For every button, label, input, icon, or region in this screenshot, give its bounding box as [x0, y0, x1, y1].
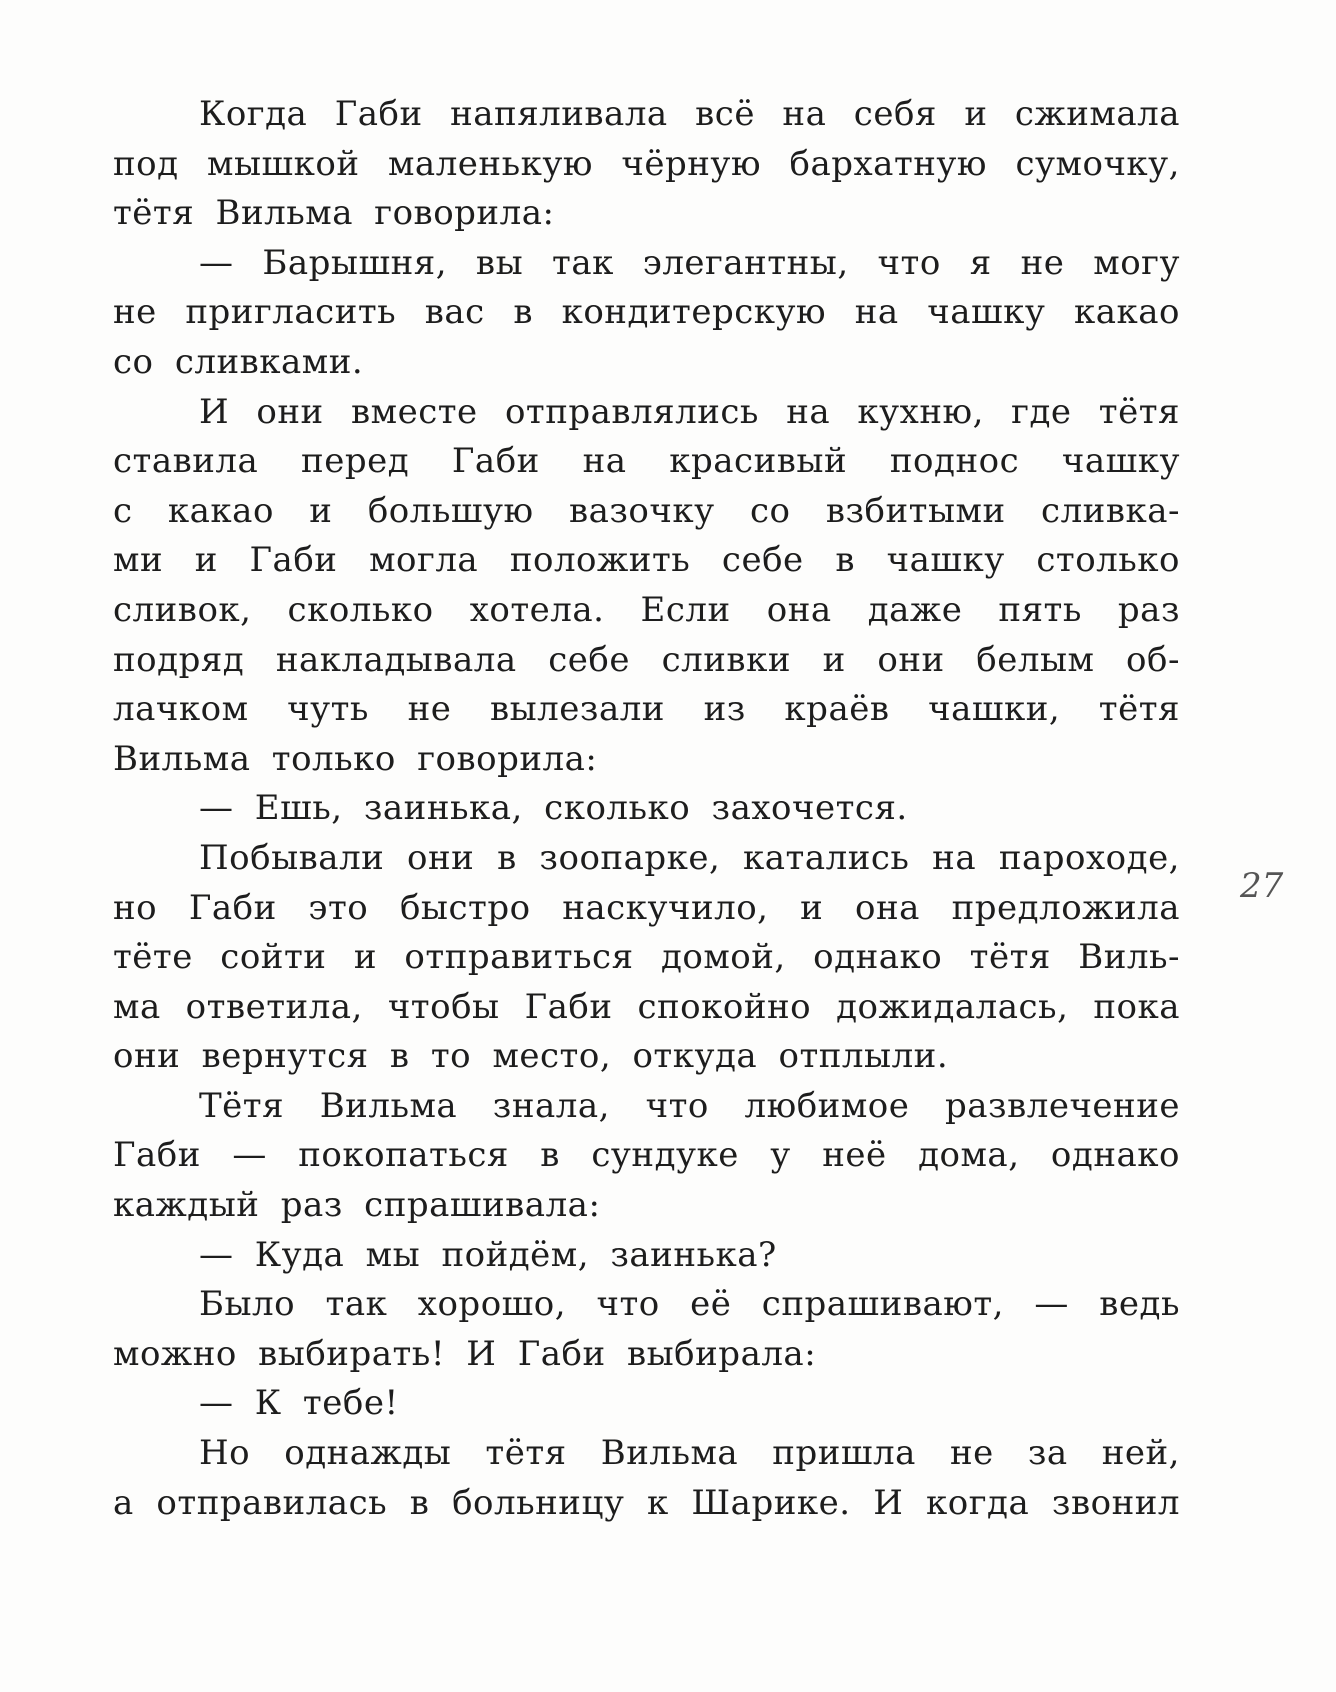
text-line: тёте сойти и отправиться домой, однако тётя Виль- [113, 937, 1180, 978]
text-line: можно выбирать! И Габи выбирала: [113, 1333, 817, 1374]
text-line: тётя Вильма говорила: [113, 193, 555, 234]
body-text [113, 90, 1180, 1528]
text-line: — Куда мы пойдём, заинька? [199, 1234, 777, 1275]
text-line: Но однажды тётя Вильма пришла не за ней, [199, 1433, 1180, 1474]
text-line: каждый раз спрашивала: [113, 1185, 601, 1226]
text-line: И они вместе отправлялись на кухню, где тётя [199, 391, 1180, 432]
text-line: — К тебе! [199, 1383, 399, 1424]
text-line: они вернутся в то место, откуда отплыли. [113, 1036, 949, 1077]
text-line: но Габи это быстро наскучило, и она предложила [113, 887, 1180, 928]
text-line: — Ешь, заинька, сколько захочется. [199, 788, 908, 829]
text-line: Габи — покопаться в сундуке у неё дома, однако [113, 1135, 1180, 1176]
text-line: со сливками. [113, 341, 364, 382]
text-line: Было так хорошо, что её спрашивают, — ведь [199, 1284, 1180, 1325]
text-line: под мышкой маленькую чёрную бархатную сумочку, [113, 143, 1180, 184]
text-line: подряд накладывала себе сливки и они белым об- [113, 639, 1180, 680]
text-line: лачком чуть не вылезали из краёв чашки, тётя [113, 689, 1180, 730]
text-line: ставила перед Габи на красивый поднос чашку [113, 441, 1180, 482]
text-line: Когда Габи напяливала всё на себя и сжимала [199, 94, 1180, 134]
text-line: сливок, сколько хотела. Если она даже пять раз [113, 589, 1180, 630]
text-line: не пригласить вас в кондитерскую на чашку какао [113, 292, 1180, 333]
text-line: Тётя Вильма знала, что любимое развлечение [199, 1085, 1180, 1126]
text-line: Побывали они в зоопарке, катались на пароходе, [199, 837, 1180, 878]
page-number: 27 [1240, 866, 1284, 906]
text-line: Вильма только говорила: [113, 738, 598, 779]
text-line: ми и Габи могла положить себе в чашку столько [113, 540, 1180, 581]
text-line: ма ответила, чтобы Габи спокойно дожидалась, пока [113, 986, 1180, 1027]
text-line: — Барышня, вы так элегантны, что я не могу [199, 242, 1180, 283]
text-line: а отправилась в больницу к Шарике. И когда звонил [113, 1482, 1180, 1523]
text-line: с какао и большую вазочку со взбитыми сливка- [113, 490, 1180, 531]
